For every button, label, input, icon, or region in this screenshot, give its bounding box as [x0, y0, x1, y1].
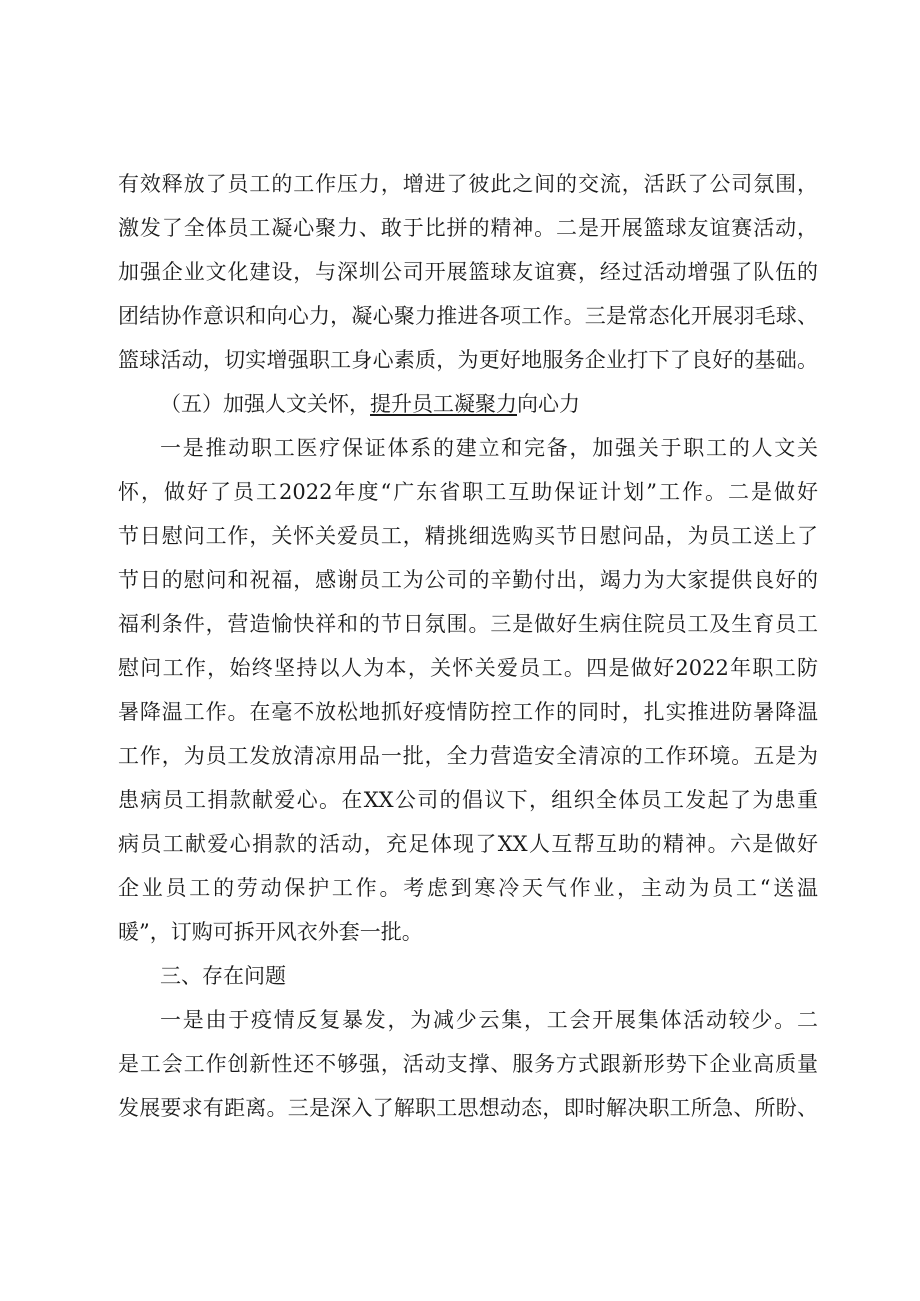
paragraph-line: 一是由于疫情反复暴发，为减少云集，工会开展集体活动较少。二 — [160, 1008, 818, 1032]
paragraph-line: 病员工献爱心捐款的活动，充足体现了XX人互帮互助的精神。六是做好 — [118, 832, 818, 856]
paragraph-line: 发展要求有距离。三是深入了解职工思想动态，即时解决职工所急、所盼、 — [118, 1096, 818, 1120]
heading-text: （五）加强人文关怀， — [160, 392, 370, 416]
paragraph-line: 激发了全体员工凝心聚力、敢于比拼的精神。二是开展篮球友谊赛活动， — [118, 216, 818, 240]
paragraph-line: 节日的慰问和祝福，感谢员工为公司的辛勤付出，竭力为大家提供良好的 — [118, 568, 818, 592]
paragraph-line: 患病员工捐款献爱心。在XX公司的倡议下，组织全体员工发起了为患重 — [118, 788, 818, 812]
paragraph-line: 企业员工的劳动保护工作。考虑到寒冷天气作业，主动为员工“送温 — [118, 876, 818, 900]
section-heading-5 — [160, 384, 818, 424]
paragraph-line: 加强企业文化建设，与深圳公司开展篮球友谊赛，经过活动增强了队伍的 — [118, 260, 818, 284]
paragraph-line: 团结协作意识和向心力，凝心聚力推进各项工作。三是常态化开展羽毛球、 — [118, 304, 818, 328]
paragraph-line: 节日慰问工作，关怀关爱员工，精挑细选购买节日慰问品，为员工送上了 — [118, 524, 818, 548]
paragraph-line: 篮球活动，切实增强职工身心素质，为更好地服务企业打下了良好的基础。 — [118, 348, 818, 372]
paragraph-line: 暑降温工作。在毫不放松地抓好疫情防控工作的同时，扎实推进防暑降温 — [118, 700, 818, 724]
paragraph-line: 慰问工作，始终坚持以人为本，关怀关爱员工。四是做好2022年职工防 — [118, 656, 818, 680]
heading-underlined-text: 提升员工凝聚力 — [370, 392, 517, 416]
paragraph-line: 怀，做好了员工2022年度“广东省职工互助保证计划”工作。二是做好 — [118, 480, 818, 504]
paragraph-line: 暖”，订购可拆开风衣外套一批。 — [118, 920, 423, 944]
paragraph-line: 有效释放了员工的工作压力，增进了彼此之间的交流，活跃了公司氛围， — [118, 172, 818, 196]
paragraph-line: 一是推动职工医疗保证体系的建立和完备，加强关于职工的人文关 — [160, 436, 818, 460]
paragraph-line: 工作，为员工发放清凉用品一批，全力营造安全清凉的工作环境。五是为 — [118, 744, 818, 768]
paragraph-line: 福利条件，营造愉快祥和的节日氛围。三是做好生病住院员工及生育员工 — [118, 612, 818, 636]
paragraph-line: 是工会工作创新性还不够强，活动支撑、服务方式跟新形势下企业高质量 — [118, 1052, 818, 1076]
section-heading-3: 三、存在问题 — [160, 964, 286, 988]
heading-text: 向心力 — [517, 392, 580, 416]
